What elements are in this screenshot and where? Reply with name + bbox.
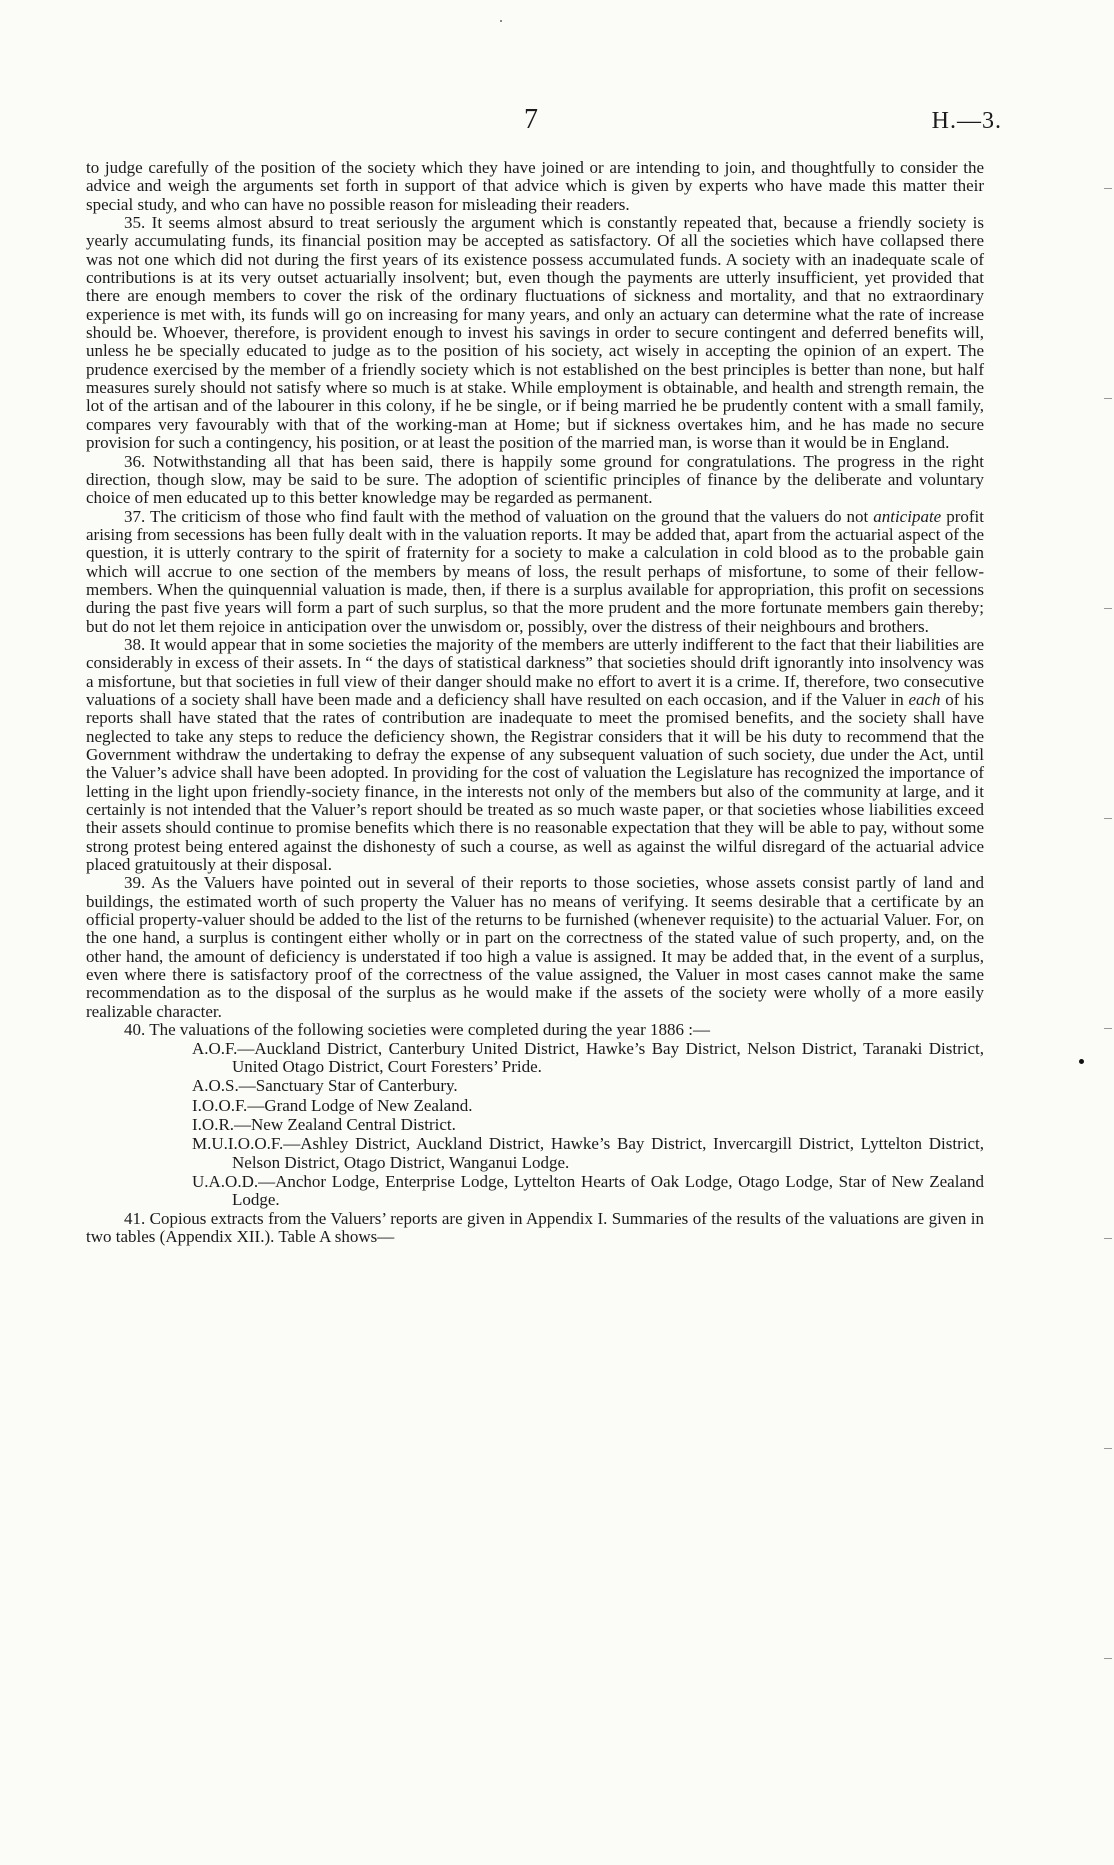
- paragraph-37-part-2: profit arising from secessions has been fully dealt with in the valuation reports. It may be added that, apart from the actuarial aspect of the question, it is utterly contrary to the spirit of fraternity for a society to make a calculation in cold blood as to the probable gain which will accrue to one section of the members by means of loss, the result perhaps of misfortune, to some of their fellow-members. When the quinquennial valuation is made, then, if there is a surplus available for appropriation, this profit on secessions during the past five years will form a part of such surplus, so that the more prudent and the more fortunate members gain thereby; but do not let them rejoice in anticipation over the unwisdom or, possibly, over the distress of their neighbours and brothers.: [86, 506, 984, 636]
- society-abbr: I.O.O.F.: [192, 1095, 248, 1115]
- society-abbr: U.A.O.D.: [192, 1171, 259, 1191]
- society-abbr: I.O.R.: [192, 1114, 235, 1134]
- scan-speck: [500, 20, 502, 22]
- paragraph-38: [86, 636, 984, 874]
- separator: —: [237, 1038, 255, 1058]
- valuations-list: [86, 1040, 984, 1210]
- list-item: [86, 1077, 984, 1095]
- paragraph-38-part-2: of his reports shall have stated that the rates of contribution are inadequate to meet the promised benefits, and the society shall have neglected to take any steps to reduce the deficiency shown, the Registrar considers that it will be his duty to recommend that the Government withdraw the undertaking to defray the expense of any subsequent valuation of such society, due under the Act, until the Valuer’s advice shall have been adopted. In providing for the cost of valuation the Legislature has recognized the importance of letting in the light upon friendly-society finance, in the interests not only of the members but also of the community at large, and it certainly is not intended that the Valuer’s report should be treated as so much waste paper, or that societies whose liabilities exceed their assets should continue to promise benefits which there is no reasonable expectation that they will be able to pay, without some strong protest being entered against the dishonesty of such a course, as well as against the wilful disregard of the actuarial advice placed gratuitously at their disposal.: [86, 689, 985, 875]
- list-item: [86, 1097, 984, 1115]
- list-item: [86, 1173, 984, 1210]
- society-abbr: A.O.S.: [192, 1076, 239, 1096]
- document-reference: H.—3.: [931, 108, 1002, 134]
- margin-tick: [1104, 1238, 1112, 1239]
- margin-tick: [1104, 818, 1112, 819]
- society-branches: Anchor Lodge, Enterprise Lodge, Lyttelton Hearts of Oak Lodge, Otago Lodge, Star of New Zealand Lodge.: [232, 1171, 984, 1210]
- paragraph-36: 36. Notwithstanding all that has been said, there is happily some ground for congratulations. The progress in the right direction, though slow, may be said to be sure. The adoption of scientific principles of finance by the deliberate and voluntary choice of men educated up to this better knowledge may be regarded as permanent.: [86, 451, 984, 508]
- paragraph-37-part-1: 37. The criticism of those who find fault with the method of valuation on the ground that the valuers do not: [124, 506, 874, 526]
- paragraph-35: 35. It seems almost absurd to treat seriously the argument which is constantly repeated that, because a friendly society is yearly accumulating funds, its financial position may be accepted as satisfactory. Of all the societies which have collapsed there was not one which did not during the first years of its existence possess accumulated funds. A society with an inadequate scale of contributions is at its very outset actuarially insolvent; but, even though the payments are utterly insufficient, yet provided that there are enough members to cover the risk of the ordinary fluctuations of sickness and mortality, and that no extraordinary experience is met with, its funds will go on increasing for many years, and only an actuary can determine what the rate of increase should be. Whoever, therefore, is provident enough to invest his savings in order to secure contingent and deferred benefits will, unless he be specially educated to judge as to the position of his society, act wisely in accepting the opinion of an expert. The prudence exercised by the member of a friendly society which is not established on the best principles is better than none, but half measures surely should not satisfy where so much is at stake. While employment is obtainable, and health and strength remain, the lot of the artisan and of the labourer in this colony, if he be single, or if being married he be prudently content with a small family, compares very favourably with that of the working-man at Home; but if sickness overtakes him, and he has made no secure provision for such a contingency, his position, or at least the position of the married man, is worse than it would be in England.: [86, 213, 984, 453]
- list-item: [86, 1040, 984, 1077]
- page-header: [86, 104, 1002, 144]
- paragraph-38-part-1: 38. It would appear that in some societies the majority of the members are utterly indifferent to the fact that their liabilities are considerably in excess of their assets. In “ the days of statistical darkness” that societies should drift ignorantly into insolvency was a misfortune, but that societies in full view of their danger should make no effort to avert it is a crime. If, therefore, two consecutive valuations of a society shall have been made and a deficiency shall have resulted on each occasion, and if the Valuer in: [86, 634, 984, 709]
- margin-tick: [1104, 188, 1112, 189]
- paragraph-38-italic: each: [908, 689, 941, 709]
- society-abbr: M.U.I.O.O.F.: [192, 1134, 284, 1154]
- separator: —: [283, 1134, 301, 1154]
- separator: —: [258, 1171, 276, 1191]
- page-number: 7: [524, 104, 538, 135]
- paragraph-continuation: to judge carefully of the position of the society which they have joined or are intending to join, and thoughtfully to consider the advice and weigh the arguments set forth in support of that advice which is given by experts who have made this matter their special study, and who can have no possible reason for misleading their readers.: [86, 158, 984, 214]
- margin-tick: [1104, 608, 1112, 609]
- separator: —: [234, 1114, 252, 1134]
- separator: —: [238, 1076, 256, 1096]
- society-branches: Grand Lodge of New Zealand.: [264, 1095, 473, 1115]
- list-item: [86, 1135, 984, 1172]
- society-branches: Ashley District, Auckland District, Hawke’s Bay District, Invercargill District, Lyttelton District, Nelson District, Otago District, Wanganui Lodge.: [232, 1134, 984, 1172]
- margin-tick: [1104, 1448, 1112, 1449]
- margin-tick: [1104, 1658, 1112, 1659]
- paragraph-37: [86, 508, 984, 636]
- paragraph-39: 39. As the Valuers have pointed out in several of their reports to those societies, whose assets consist partly of land and buildings, the estimated worth of such property the Valuer has no means of verifying. It seems desirable that a certificate by an official property-valuer should be added to the list of the returns to be furnished (whenever requisite) to the actuarial Valuer. For, on the one hand, a surplus is contingent either wholly or in part on the correctness of the stated value of such property, and, on the other hand, the amount of deficiency is understated if too high a value is assigned. It may be added that, in the event of a surplus, even where there is satisfactory proof of the correctness of the value assigned, the Valuer in most cases cannot make the same recommendation as to the disposal of the surplus as he would make if the assets of the society were wholly of a more easily realizable character.: [86, 873, 984, 1021]
- society-branches: Sanctuary Star of Canterbury.: [255, 1076, 458, 1096]
- paragraph-41: 41. Copious extracts from the Valuers’ reports are given in Appendix I. Summaries of the results of the valuations are given in two tables (Appendix XII.). Table A shows—: [86, 1208, 984, 1246]
- margin-dot: [1079, 1059, 1084, 1064]
- society-branches: New Zealand Central District.: [251, 1114, 456, 1134]
- society-abbr: A.O.F.: [192, 1038, 238, 1058]
- paragraph-37-italic: anticipate: [873, 506, 942, 526]
- document-body: [86, 159, 984, 1246]
- separator: —: [247, 1095, 265, 1115]
- margin-tick: [1104, 1028, 1112, 1029]
- margin-tick: [1104, 398, 1112, 399]
- society-branches: Auckland District, Canterbury United District, Hawke’s Bay District, Nelson District, Taranaki District, United Otago District, Court Foresters’ Pride.: [232, 1038, 984, 1076]
- list-item: [86, 1116, 984, 1134]
- paragraph-40: 40. The valuations of the following societies were completed during the year 1886 :—: [124, 1020, 711, 1040]
